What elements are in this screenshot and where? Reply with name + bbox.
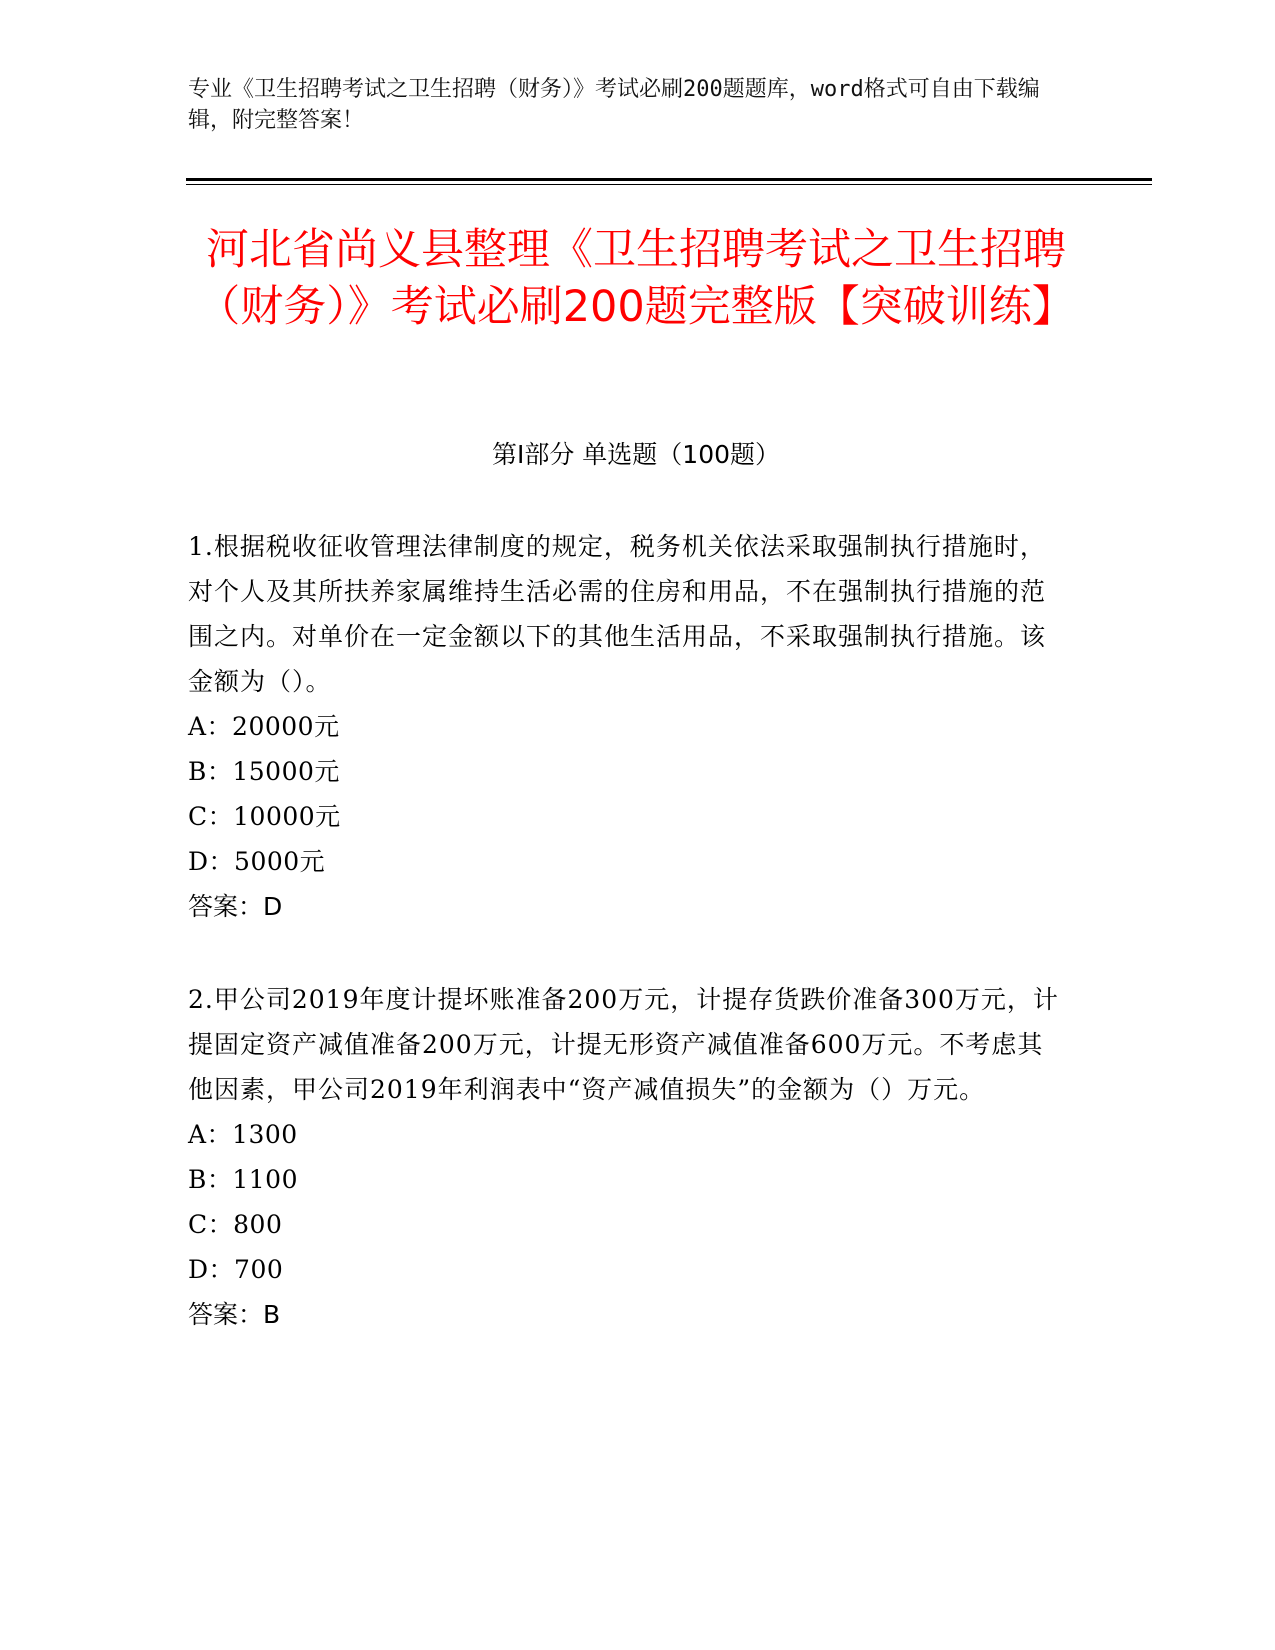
- option-a: A：1300: [188, 1120, 298, 1149]
- header-divider: [186, 178, 1152, 181]
- answer: 答案：B: [188, 1300, 281, 1329]
- header-note: 专业《卫生招聘考试之卫生招聘（财务）》考试必刷200题题库，word格式可自由下载编辑，附完整答案！: [188, 77, 1040, 133]
- option-c: C：10000元: [188, 802, 341, 831]
- option-c: C：800: [188, 1210, 283, 1239]
- header-divider-thin: [186, 184, 1152, 185]
- question-stem: 1.根据税收征收管理法律制度的规定，税务机关依法采取强制执行措施时，对个人及其所扶养家属维持生活必需的住房和用品，不在强制执行措施的范围之内。对单价在一定金额以下的其他生活用品，不采取强制执行措施。该金额为（）。: [188, 532, 1047, 696]
- question-2: [188, 977, 1068, 1337]
- section-heading: 第Ⅰ部分 单选题（100题）: [491, 440, 781, 469]
- document-title: 河北省尚义县整理《卫生招聘考试之卫生招聘（财务）》考试必刷200题完整版【突破训练】: [197, 225, 1075, 332]
- option-b: B：1100: [188, 1165, 298, 1194]
- question-stem: 2.甲公司2019年度计提坏账准备200万元，计提存货跌价准备300万元，计提固定资产减值准备200万元，计提无形资产减值准备600万元。不考虑其他因素，甲公司2019年利润表中“资产减值损失”的金额为（）万元。: [188, 985, 1059, 1104]
- option-b: B：15000元: [188, 757, 340, 786]
- option-a: A：20000元: [188, 712, 340, 741]
- option-d: D：700: [188, 1255, 284, 1284]
- answer: 答案：D: [188, 892, 283, 921]
- question-1: [188, 524, 1068, 929]
- option-d: D：5000元: [188, 847, 326, 876]
